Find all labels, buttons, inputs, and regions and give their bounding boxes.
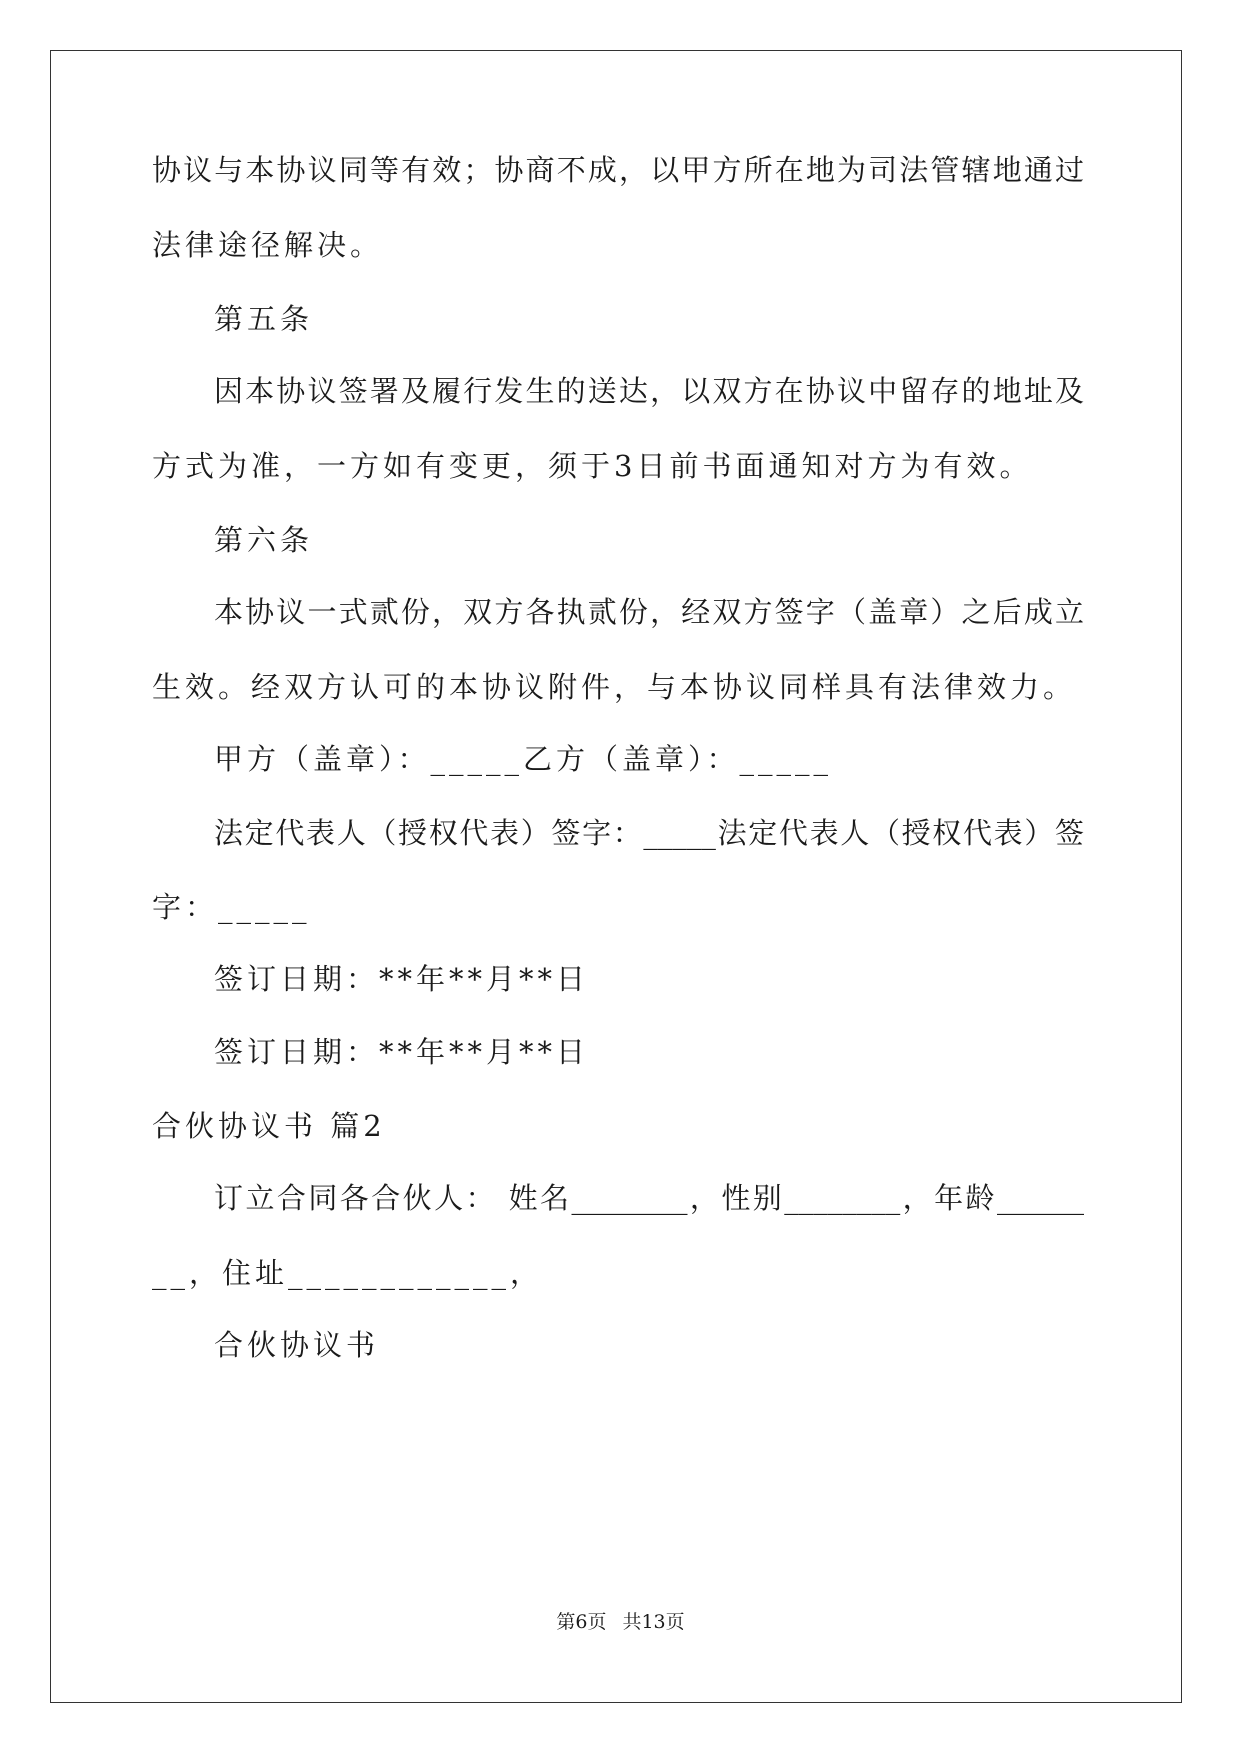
article-heading-6: 第六条 <box>214 523 314 557</box>
section-title: 合伙协议书 篇2 <box>152 1109 386 1143</box>
article-heading-5: 第五条 <box>214 302 314 336</box>
partner-info-line-cont: __，住址____________， <box>152 1256 544 1290</box>
signing-date-1: 签订日期：**年**月**日 <box>214 962 590 996</box>
paragraph-line-1: 协议与本协议同等有效；协商不成，以甲方所在地为司法管辖地通过 <box>152 153 1084 187</box>
paragraph-line-4: 方式为准，一方如有变更，须于3日前书面通知对方为有效。 <box>152 449 1033 483</box>
representative-signature-line-cont: 字：_____ <box>152 890 311 924</box>
paragraph-line-5: 本协议一式贰份，双方各执贰份，经双方签字（盖章）之后成立 <box>214 595 1084 629</box>
page-number: 第6页 <box>556 1611 607 1633</box>
page-border <box>50 50 1182 1703</box>
paragraph-line-6: 生效。经双方认可的本协议附件，与本协议同样具有法律效力。 <box>152 670 1077 704</box>
signing-date-2: 签订日期：**年**月**日 <box>214 1035 590 1069</box>
page-total: 共13页 <box>622 1611 685 1633</box>
paragraph-line-2: 法律途径解决。 <box>152 228 384 262</box>
party-seal-line: 甲方（盖章）：_____乙方（盖章）：_____ <box>214 742 833 776</box>
representative-signature-line: 法定代表人（授权代表）签字：_____法定代表人（授权代表）签 <box>214 816 1084 850</box>
page-footer <box>0 1610 1241 1634</box>
paragraph-line-3: 因本协议签署及履行发生的送达，以双方在协议中留存的地址及 <box>214 374 1084 408</box>
partner-info-line: 订立合同各合伙人： 姓名________，性别________，年龄______ <box>214 1181 1084 1215</box>
agreement-title: 合伙协议书 <box>214 1328 380 1362</box>
